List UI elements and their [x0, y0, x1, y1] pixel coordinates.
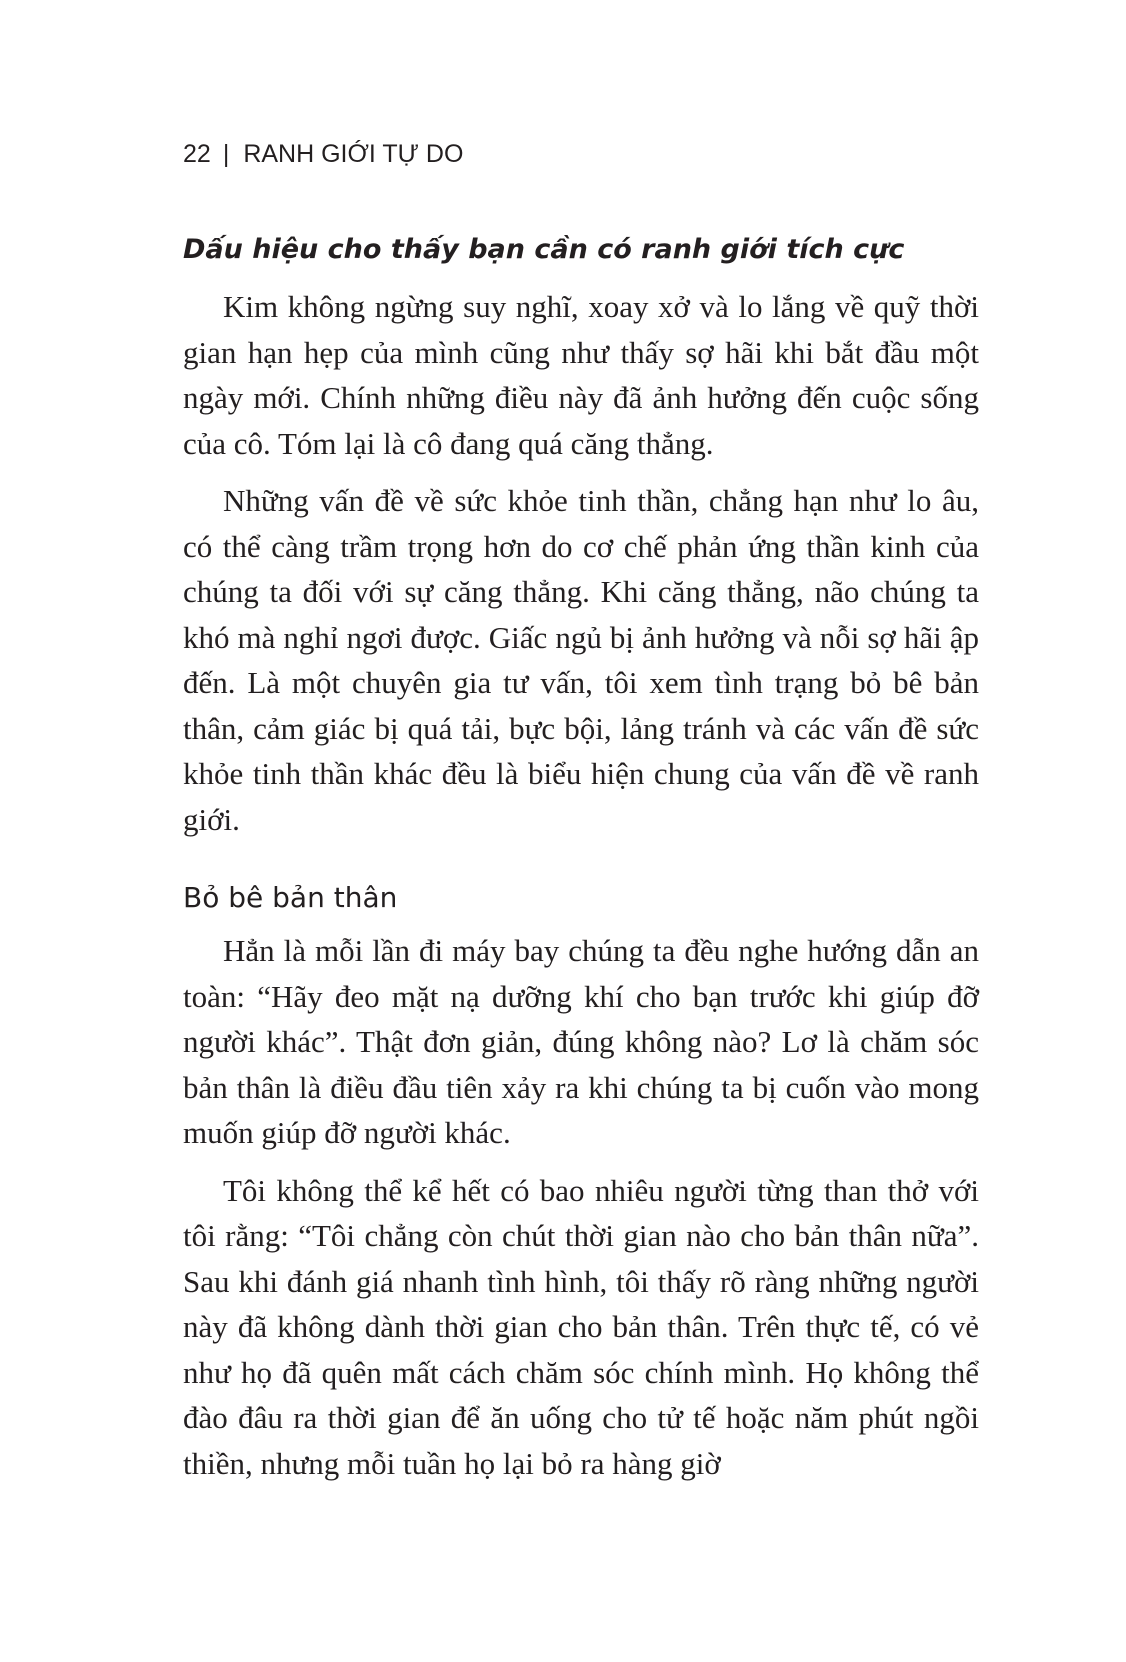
page-number: 22 [183, 140, 211, 168]
page-content [183, 232, 979, 1498]
paragraph: Hẳn là mỗi lần đi máy bay chúng ta đều nghe hướng dẫn an toàn: “Hãy đeo mặt nạ dưỡng khí cho bạn trước khi giúp đỡ người khác”. Thật đơn giản, đúng không nào? Lơ là chăm sóc bản thân là điều đầu tiên xảy ra khi chúng ta bị cuốn vào mong muốn giúp đỡ người khác. [183, 933, 979, 1150]
running-header [183, 140, 463, 169]
header-separator: | [222, 140, 230, 168]
book-title: RANH GIỚI TỰ DO [243, 140, 464, 168]
paragraph: Tôi không thể kể hết có bao nhiêu người từng than thở với tôi rằng: “Tôi chẳng còn chút thời gian nào cho bản thân nữa”. Sau khi đánh giá nhanh tình hình, tôi thấy rõ ràng những người này đã không dành thời gian cho bản thân. Trên thực tế, có vẻ như họ đã quên mất cách chăm sóc chính mình. Họ không thể đào đâu ra thời gian để ăn uống cho tử tế hoặc năm phút ngồi thiền, nhưng mỗi tuần họ lại bỏ ra hàng giờ [183, 1172, 979, 1481]
paragraph: Kim không ngừng suy nghĩ, xoay xở và lo lắng về quỹ thời gian hạn hẹp của mình cũng như thấy sợ hãi khi bắt đầu một ngày mới. Chính những điều này đã ảnh hưởng đến cuộc sống của cô. Tóm lại là cô đang quá căng thẳng. [183, 289, 979, 461]
paragraph: Những vấn đề về sức khỏe tinh thần, chẳng hạn như lo âu, có thể càng trầm trọng hơn do cơ chế phản ứng thần kinh của chúng ta đối với sự căng thẳng. Khi căng thẳng, não chúng ta khó mà nghỉ ngơi được. Giấc ngủ bị ảnh hưởng và nỗi sợ hãi ập đến. Là một chuyên gia tư vấn, tôi xem tình trạng bỏ bê bản thân, cảm giác bị quá tải, bực bội, lảng tránh và các vấn đề sức khỏe tinh thần khác đều là biểu hiện chung của vấn đề về ranh giới. [183, 483, 979, 837]
section-title: Dấu hiệu cho thấy bạn cần có ranh giới tích cực [183, 234, 905, 265]
subsection-title: Bỏ bê bản thân [183, 881, 398, 914]
